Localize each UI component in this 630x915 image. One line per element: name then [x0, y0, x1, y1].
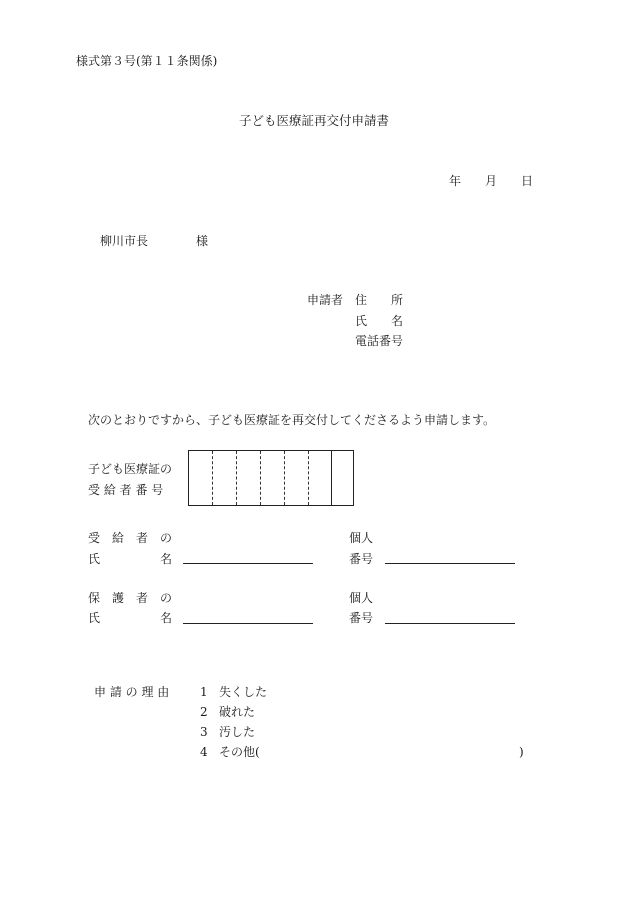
- applicant-label: 申請者: [307, 293, 344, 307]
- reason-option-1-number: 1: [200, 685, 208, 699]
- recipient-number-label-1: 子ども医療証の: [88, 462, 173, 476]
- reason-option-1[interactable]: 失くした: [219, 685, 268, 699]
- reason-option-3[interactable]: 汚した: [219, 725, 256, 739]
- guardian-personal-number-label-1: 個人: [349, 591, 374, 605]
- recipient-label-2: 氏 名: [88, 552, 173, 566]
- date-day-label: 日: [521, 174, 534, 188]
- guardian-label-1: 保 護 者 の: [88, 591, 173, 605]
- form-title: 子ども医療証再交付申請書: [239, 113, 390, 128]
- guardian-personal-number-line[interactable]: [385, 623, 515, 624]
- guardian-personal-number-label-2: 番号: [349, 611, 374, 625]
- reason-other-close-paren: ): [519, 745, 524, 759]
- applicant-phone-label: 電話番号: [355, 334, 404, 348]
- guardian-name-line[interactable]: [183, 623, 313, 624]
- reason-option-3-number: 3: [200, 725, 208, 739]
- recipient-personal-number-label-2: 番号: [349, 552, 374, 566]
- request-statement: 次のとおりですから、子ども医療証を再交付してくださるよう申請します。: [88, 413, 496, 427]
- reason-option-2[interactable]: 破れた: [219, 705, 256, 719]
- digit-divider: [236, 451, 237, 505]
- digit-divider: [308, 451, 309, 505]
- recipient-number-label-2: 受 給 者 番 号: [88, 483, 164, 497]
- digit-divider: [284, 451, 285, 505]
- reason-option-4[interactable]: その他(: [219, 745, 260, 759]
- guardian-label-2: 氏 名: [88, 611, 173, 625]
- form-number: 様式第３号(第１１条関係): [76, 54, 218, 68]
- applicant-name-label: 氏 名: [355, 314, 404, 328]
- recipient-name-line[interactable]: [183, 563, 313, 564]
- recipient-label-1: 受 給 者 の: [88, 531, 173, 545]
- recipient-number-box[interactable]: [188, 450, 354, 506]
- recipient-personal-number-label-1: 個人: [349, 531, 374, 545]
- addressee-honorific: 様: [196, 234, 209, 248]
- applicant-address-label: 住 所: [355, 293, 404, 307]
- digit-divider: [260, 451, 261, 505]
- digit-divider: [212, 451, 213, 505]
- reason-option-4-number: 4: [200, 745, 208, 759]
- reason-option-2-number: 2: [200, 705, 208, 719]
- addressee-name: 柳川市長: [100, 234, 149, 248]
- date-year-label: 年: [449, 174, 462, 188]
- check-digit-divider: [331, 451, 332, 505]
- recipient-personal-number-line[interactable]: [385, 563, 515, 564]
- date-month-label: 月: [485, 174, 498, 188]
- reason-label: 申 請 の 理 由: [94, 685, 170, 699]
